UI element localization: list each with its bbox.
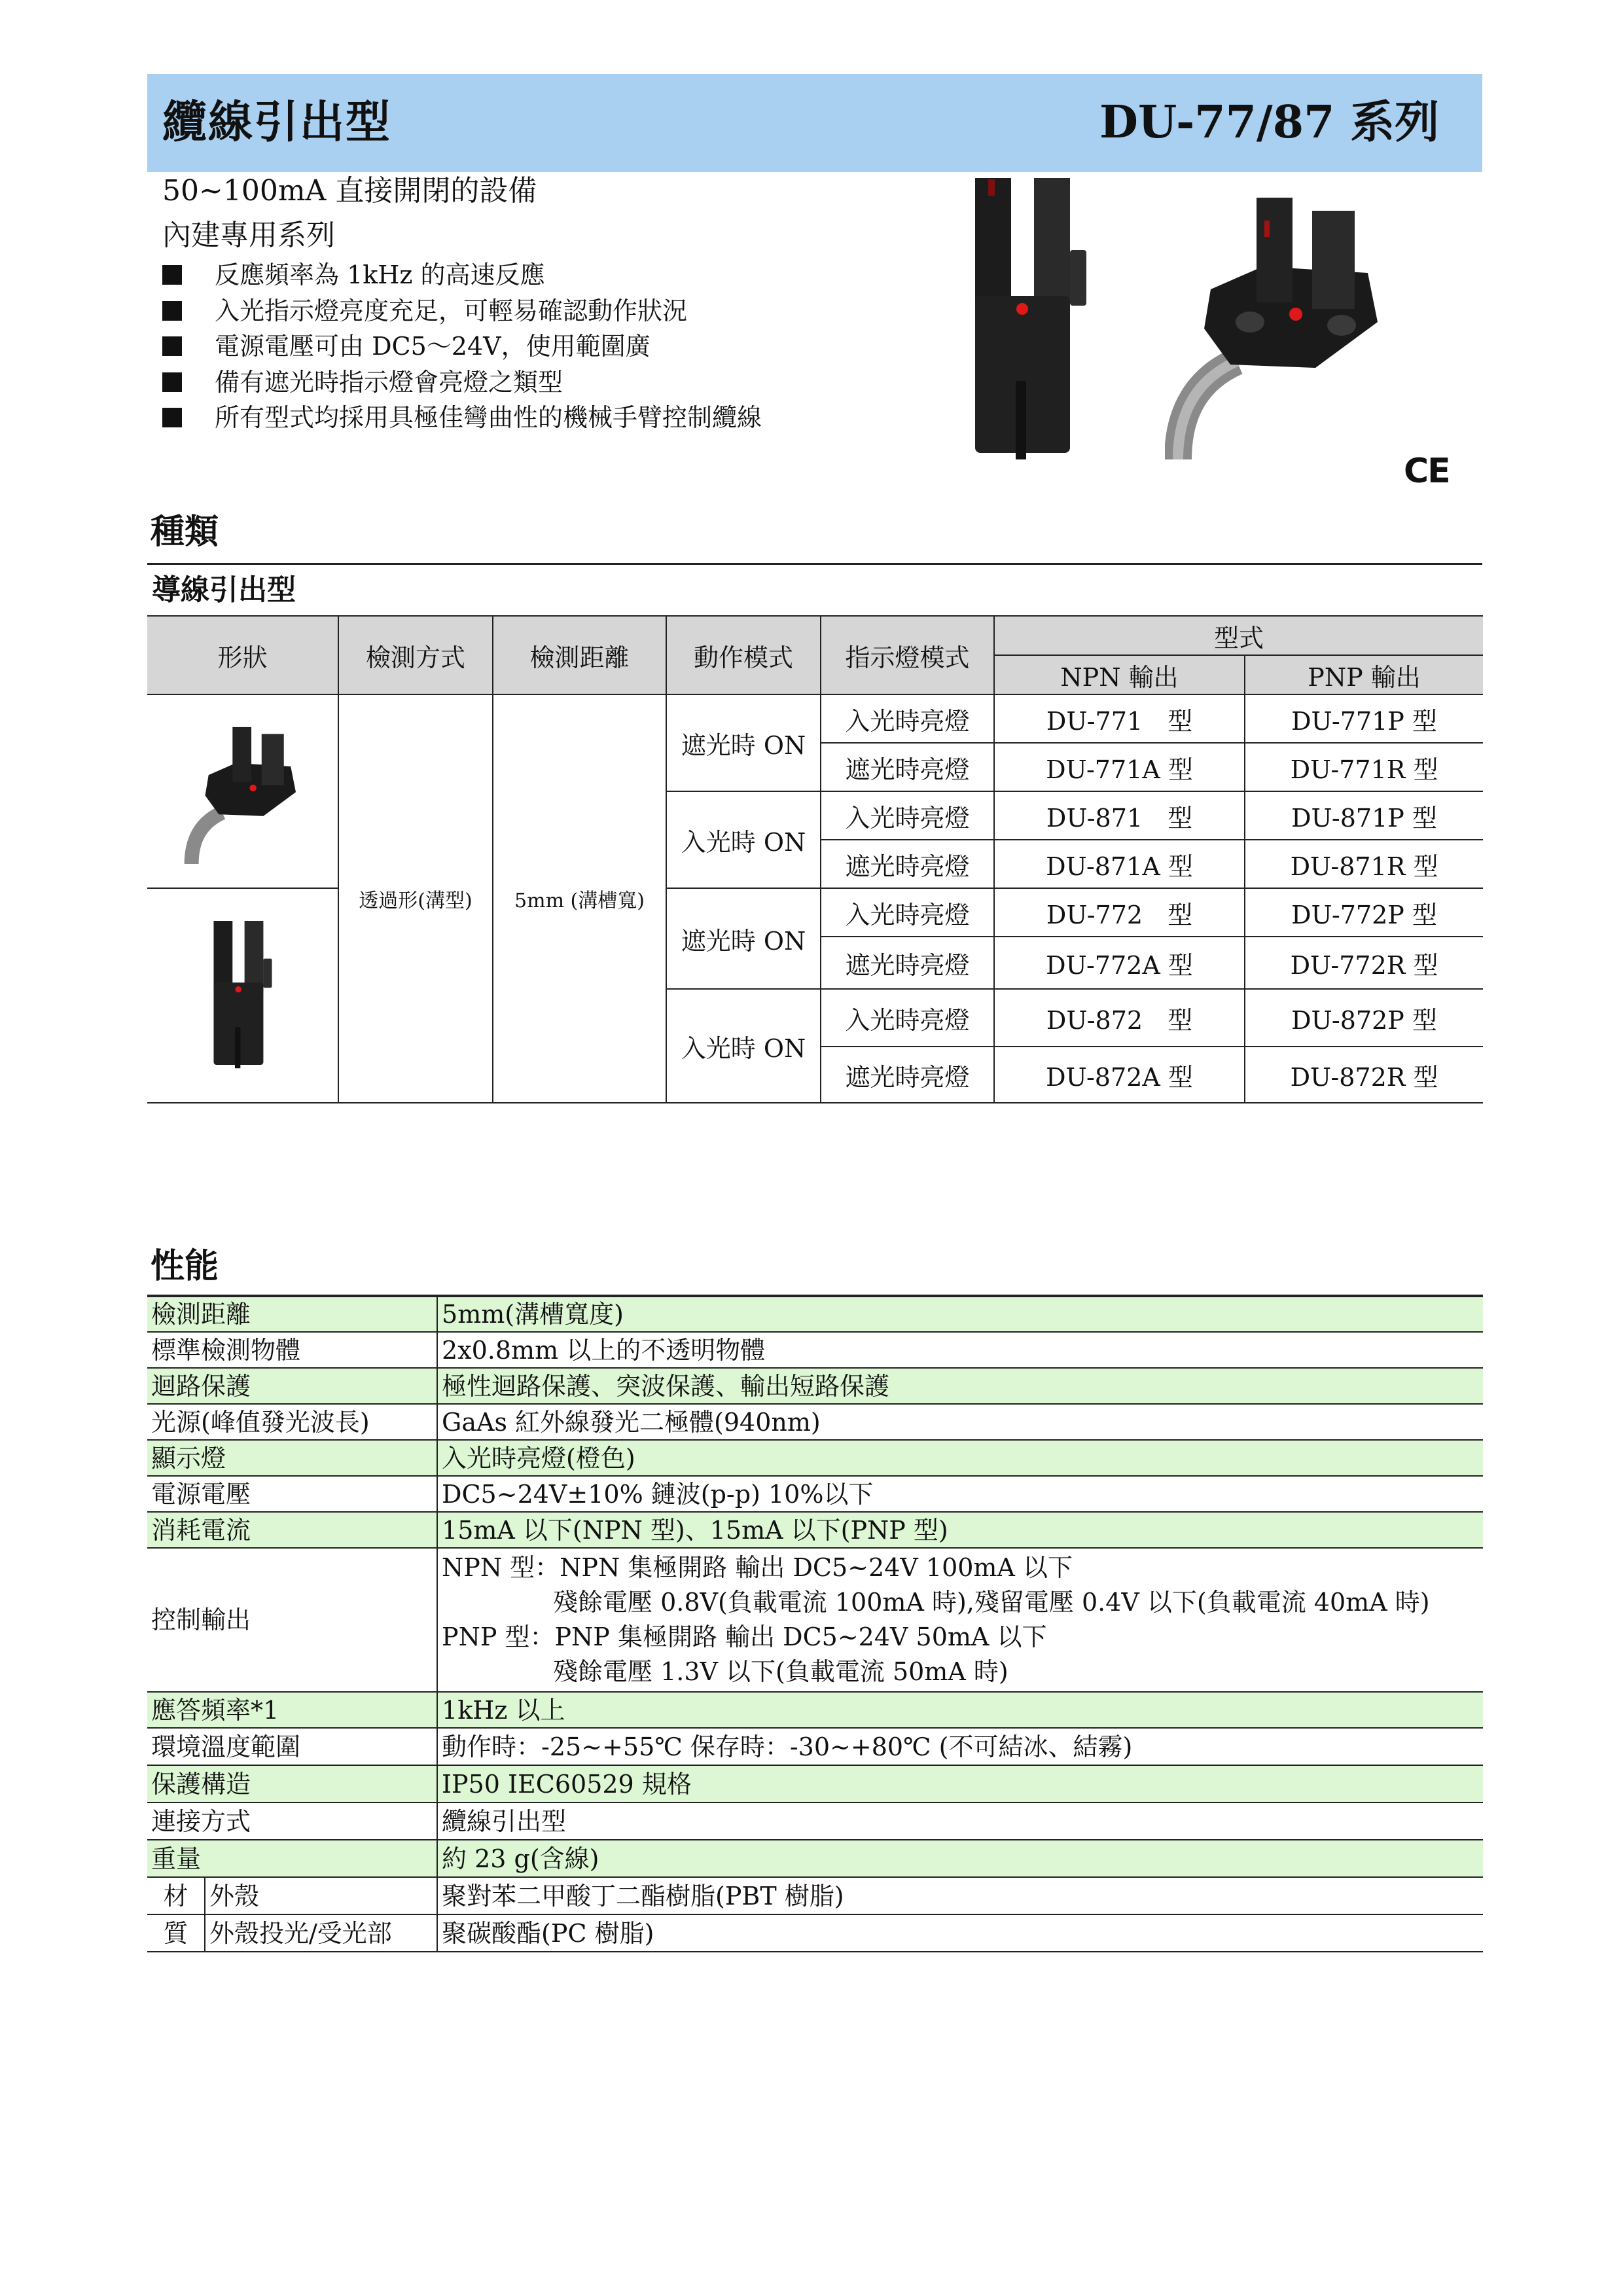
control-output-line: NPN 型：NPN 集極開路 輸出 DC5~24V 100mA 以下 bbox=[442, 1553, 1073, 1582]
types-heading: 種類 bbox=[151, 512, 219, 552]
product-image-angled bbox=[1165, 171, 1387, 459]
spec-label: 檢測距離 bbox=[147, 1296, 437, 1332]
material-label-bottom: 質 bbox=[147, 1914, 205, 1952]
material-label-top: 材 bbox=[147, 1877, 205, 1914]
spec-row bbox=[147, 1803, 1483, 1840]
distance-cell: 5mm (溝槽寬) bbox=[493, 694, 666, 1103]
spec-row bbox=[147, 1404, 1483, 1440]
pnp-model-cell: DU-771R 型 bbox=[1245, 743, 1483, 791]
spec-heading: 性能 bbox=[151, 1247, 219, 1286]
sensor-vertical-icon bbox=[207, 901, 279, 1085]
spec-label: 連接方式 bbox=[147, 1803, 437, 1840]
indicator-cell: 入光時亮燈 bbox=[821, 989, 994, 1047]
indicator-cell: 遮光時亮燈 bbox=[821, 743, 994, 791]
npn-model-cell: DU-772A 型 bbox=[994, 937, 1245, 989]
series-title: DU-77/87 系列 bbox=[1099, 96, 1440, 149]
material-part: 外殼 bbox=[205, 1877, 437, 1914]
control-output-line: PNP 型：PNP 集極開路 輸出 DC5~24V 50mA 以下 bbox=[442, 1623, 1047, 1651]
spec-value: IP50 IEC60529 規格 bbox=[437, 1765, 1483, 1803]
feature-item: 所有型式均採用具極佳彎曲性的機械手臂控制纜線 bbox=[162, 400, 762, 436]
bullet-square-icon bbox=[162, 265, 182, 285]
control-output-line: 殘餘電壓 0.8V(負載電流 100mA 時),殘留電壓 0.4V 以下(負載電流 40mA 時) bbox=[553, 1588, 1430, 1617]
spec-label: 消耗電流 bbox=[147, 1512, 437, 1548]
spec-value: 5mm(溝槽寬度) bbox=[437, 1296, 1483, 1332]
npn-model-cell: DU-771 型 bbox=[994, 694, 1245, 743]
table-row bbox=[147, 694, 1483, 743]
shape-cell-vertical bbox=[147, 888, 338, 1103]
spec-label: 電源電壓 bbox=[147, 1476, 437, 1512]
npn-model-cell: DU-871 型 bbox=[994, 791, 1245, 840]
npn-model-cell: DU-872A 型 bbox=[994, 1047, 1245, 1103]
spec-row bbox=[147, 1765, 1483, 1803]
types-subheading: 導線引出型 bbox=[152, 573, 296, 607]
pnp-model-cell: DU-872R 型 bbox=[1245, 1047, 1483, 1103]
spec-value: 入光時亮燈(橙色) bbox=[437, 1440, 1483, 1476]
col-header-method: 檢測方式 bbox=[338, 616, 493, 694]
col-header-indicator: 指示燈模式 bbox=[821, 616, 994, 694]
pnp-model-cell: DU-772R 型 bbox=[1245, 937, 1483, 989]
method-cell: 透過形(溝型) bbox=[338, 694, 493, 1103]
spec-label: 保護構造 bbox=[147, 1765, 437, 1803]
bullet-square-icon bbox=[162, 408, 182, 427]
spec-label: 環境溫度範圍 bbox=[147, 1728, 437, 1765]
spec-label: 標準檢測物體 bbox=[147, 1332, 437, 1368]
product-image-vertical bbox=[962, 171, 1099, 459]
indicator-cell: 遮光時亮燈 bbox=[821, 840, 994, 888]
feature-item: 反應頻率為 1kHz 的高速反應 bbox=[162, 257, 762, 293]
bullet-square-icon bbox=[162, 336, 182, 356]
mode-cell: 入光時 ON bbox=[666, 989, 821, 1103]
spec-value: 聚對苯二甲酸丁二酯樹脂(PBT 樹脂) bbox=[437, 1877, 1483, 1914]
spec-row bbox=[147, 1296, 1483, 1332]
shape-cell-angled bbox=[147, 694, 338, 888]
section-rule bbox=[147, 563, 1482, 565]
bullet-square-icon bbox=[162, 372, 182, 392]
col-header-npn: NPN 輸出 bbox=[994, 655, 1245, 694]
feature-list bbox=[162, 257, 762, 436]
mode-cell: 入光時 ON bbox=[666, 791, 821, 888]
intro-line-1: 50~100mA 直接開閉的設備 bbox=[162, 174, 537, 207]
spec-label: 顯示燈 bbox=[147, 1440, 437, 1476]
mode-cell: 遮光時 ON bbox=[666, 888, 821, 989]
npn-model-cell: DU-772 型 bbox=[994, 888, 1245, 937]
spec-value: 約 23 g(含線) bbox=[437, 1840, 1483, 1877]
spec-label: 控制輸出 bbox=[147, 1548, 437, 1692]
npn-model-cell: DU-771A 型 bbox=[994, 743, 1245, 791]
indicator-cell: 入光時亮燈 bbox=[821, 888, 994, 937]
spec-row bbox=[147, 1548, 1483, 1692]
npn-model-cell: DU-872 型 bbox=[994, 989, 1245, 1047]
spec-row bbox=[147, 1728, 1483, 1765]
mode-cell: 遮光時 ON bbox=[666, 694, 821, 791]
pnp-model-cell: DU-871P 型 bbox=[1245, 791, 1483, 840]
spec-value: DC5~24V±10% 鏈波(p-p) 10%以下 bbox=[437, 1476, 1483, 1512]
feature-item: 入光指示燈亮度充足，可輕易確認動作狀況 bbox=[162, 293, 762, 329]
pnp-model-cell: DU-871R 型 bbox=[1245, 840, 1483, 888]
bullet-square-icon bbox=[162, 301, 182, 321]
page-title: 纜線引出型 bbox=[162, 97, 392, 149]
spec-value: 2x0.8mm 以上的不透明物體 bbox=[437, 1332, 1483, 1368]
spec-row bbox=[147, 1476, 1483, 1512]
ce-mark: CE bbox=[1404, 452, 1450, 491]
spec-row bbox=[147, 1332, 1483, 1368]
indicator-cell: 遮光時亮燈 bbox=[821, 937, 994, 989]
spec-row bbox=[147, 1440, 1483, 1476]
control-output-line: 殘餘電壓 1.3V 以下(負載電流 50mA 時) bbox=[553, 1657, 1008, 1686]
spec-value: 聚碳酸酯(PC 樹脂) bbox=[437, 1914, 1483, 1952]
spec-value: 極性迴路保護、突波保護、輸出短路保護 bbox=[437, 1368, 1483, 1404]
spec-row bbox=[147, 1877, 1483, 1914]
feature-item: 電源電壓可由 DC5～24V，使用範圍廣 bbox=[162, 329, 762, 365]
spec-value-multiline bbox=[437, 1548, 1483, 1692]
feature-item: 備有遮光時指示燈會亮燈之類型 bbox=[162, 365, 762, 401]
spec-row bbox=[147, 1512, 1483, 1548]
spec-value: 1kHz 以上 bbox=[437, 1692, 1483, 1728]
indicator-cell: 入光時亮燈 bbox=[821, 791, 994, 840]
spec-value: GaAs 紅外線發光二極體(940nm) bbox=[437, 1404, 1483, 1440]
spec-row bbox=[147, 1692, 1483, 1728]
spec-value: 15mA 以下(NPN 型)、15mA 以下(PNP 型) bbox=[437, 1512, 1483, 1548]
col-header-model: 型式 bbox=[994, 616, 1483, 655]
spec-row bbox=[147, 1840, 1483, 1877]
indicator-cell: 遮光時亮燈 bbox=[821, 1047, 994, 1103]
spec-label: 迴路保護 bbox=[147, 1368, 437, 1404]
col-header-mode: 動作模式 bbox=[666, 616, 821, 694]
col-header-pnp: PNP 輸出 bbox=[1245, 655, 1483, 694]
intro-line-2: 內建專用系列 bbox=[162, 219, 335, 252]
spec-value: 纜線引出型 bbox=[437, 1803, 1483, 1840]
spec-row bbox=[147, 1914, 1483, 1952]
pnp-model-cell: DU-771P 型 bbox=[1245, 694, 1483, 743]
spec-value: 動作時：-25~+55℃ 保存時：-30~+80℃ (不可結冰、結霧) bbox=[437, 1728, 1483, 1765]
spec-label: 應答頻率*1 bbox=[147, 1692, 437, 1728]
spec-row bbox=[147, 1368, 1483, 1404]
npn-model-cell: DU-871A 型 bbox=[994, 840, 1245, 888]
indicator-cell: 入光時亮燈 bbox=[821, 694, 994, 743]
col-header-distance: 檢測距離 bbox=[493, 616, 666, 694]
col-header-shape: 形狀 bbox=[147, 616, 338, 694]
pnp-model-cell: DU-872P 型 bbox=[1245, 989, 1483, 1047]
spec-label: 重量 bbox=[147, 1840, 437, 1877]
sensor-angled-icon bbox=[184, 713, 302, 864]
material-part: 外殼投光/受光部 bbox=[205, 1914, 437, 1952]
types-table bbox=[147, 615, 1483, 1103]
spec-label: 光源(峰值發光波長) bbox=[147, 1404, 437, 1440]
pnp-model-cell: DU-772P 型 bbox=[1245, 888, 1483, 937]
spec-table bbox=[147, 1295, 1483, 1952]
